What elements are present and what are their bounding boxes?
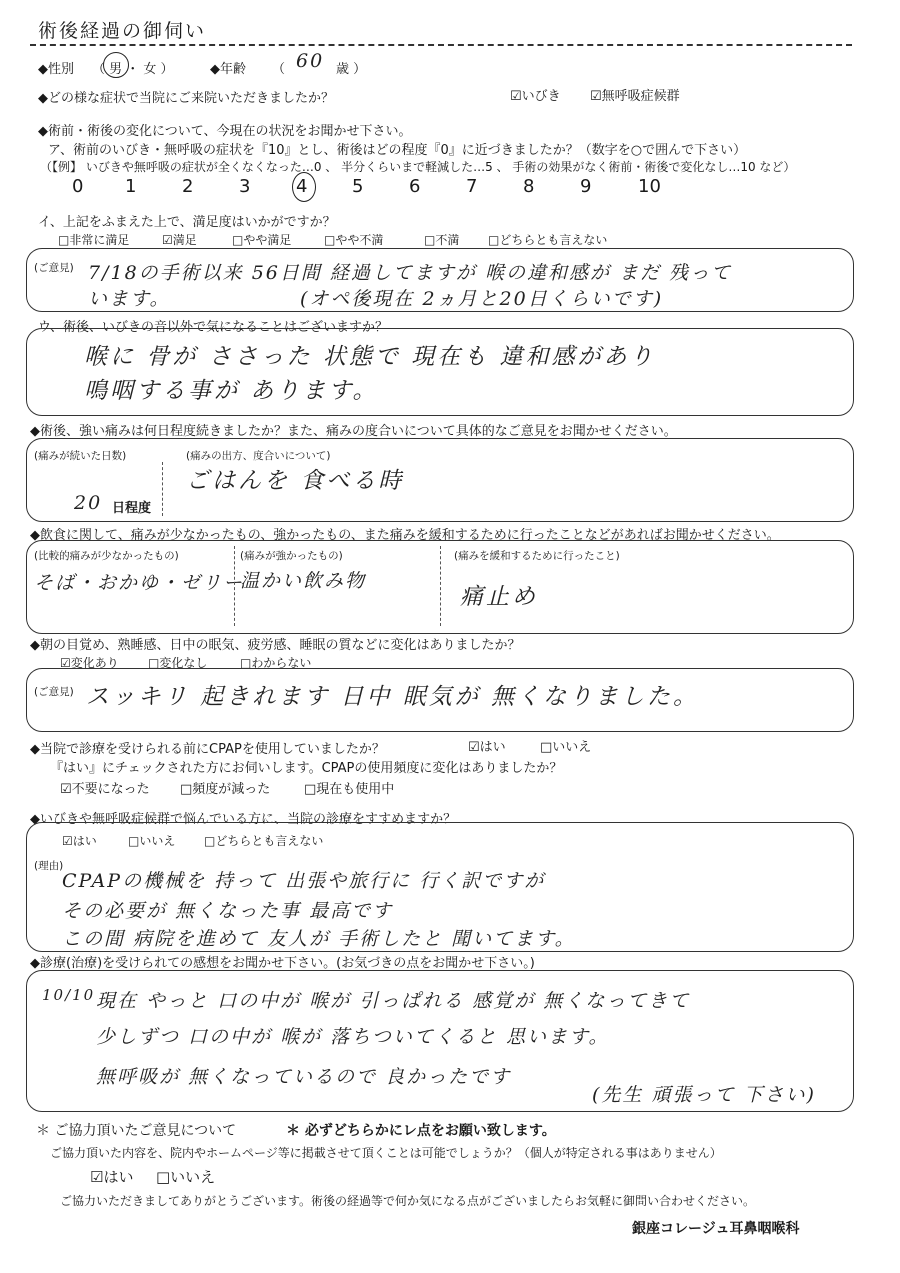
- recommend-reason-line1: CPAPの機械を 持って 出張や旅行に 行く訳ですが: [62, 870, 546, 892]
- scale-number[interactable]: 7: [466, 176, 478, 197]
- food-col3-value: 痛止め: [460, 584, 538, 610]
- scale-number[interactable]: 0: [72, 176, 84, 197]
- sat-option-somewhat-satisfied[interactable]: □やや満足: [232, 233, 292, 247]
- age-value: 60: [296, 50, 325, 72]
- clinic-name: 銀座コレージュ耳鼻咽喉科: [632, 1221, 800, 1237]
- scale-number[interactable]: 10: [638, 176, 661, 197]
- satisfaction-opinion-label: (ご意見): [34, 262, 74, 274]
- impression-line1: 現在 やっと 口の中が 喉が 引っぱれる 感覚が 無くなってきて: [96, 990, 691, 1012]
- recommend-reason-label: (理由): [34, 860, 64, 872]
- food-col3-label: (痛みを緩和するために行ったこと): [454, 550, 620, 562]
- gender-selected-circle: [103, 52, 129, 78]
- impression-line3: 無呼吸が 無くなっているので 良かったです: [96, 1066, 512, 1088]
- food-divider-2: [440, 546, 441, 626]
- scale-selected-circle: [292, 172, 316, 202]
- cpap-option-unnecessary[interactable]: ☑不要になった: [60, 782, 150, 797]
- other-line2: 鳴咽する事が あります。: [84, 378, 379, 404]
- sat-option-very-satisfied[interactable]: □非常に満足: [58, 233, 130, 247]
- satisfaction-opinion-line2: います。: [88, 288, 171, 310]
- scale-number[interactable]: 8: [523, 176, 535, 197]
- sat-option-unsatisfied[interactable]: □不満: [424, 233, 460, 247]
- scale-number[interactable]: 6: [409, 176, 421, 197]
- gender-label: ◆性別: [38, 62, 74, 77]
- gender-options: （ 男 ・ 女 ）: [92, 62, 174, 77]
- food-col2-value: 温かい飲み物: [240, 570, 367, 592]
- symptom-apnea-check[interactable]: ☑無呼吸症候群: [590, 89, 680, 104]
- footer-thanks: ご協力いただきましてありがとうございます。術後の経過等で何か気になる点がございましたらお気軽に御問い合わせください。: [60, 1194, 756, 1208]
- age-open: （: [272, 62, 286, 77]
- footer-consent-yes[interactable]: ☑はい: [90, 1168, 134, 1186]
- footer-consent-question: ご協力頂いた内容を、院内やホームページ等に掲載させて頂くことは可能でしょうか？（個人が特定される事はありません）: [50, 1146, 722, 1160]
- pain-detail-label: (痛みの出方、度合いについて): [186, 450, 331, 462]
- pain-question: ◆術後、強い痛みは何日程度続きましたか？また、痛みの度合いについて具体的なご意見をお聞かせください。: [30, 424, 677, 439]
- sleep-option-changed[interactable]: ☑変化あり: [60, 656, 119, 670]
- recommend-option-no[interactable]: □いいえ: [128, 834, 176, 848]
- cpap-no-check[interactable]: □いいえ: [540, 740, 592, 755]
- other-line1: 喉に 骨が ささった 状態で 現在も 違和感があり: [84, 344, 656, 370]
- sleep-option-no-change[interactable]: □変化なし: [148, 656, 208, 670]
- age-label: ◆年齢: [210, 62, 246, 77]
- cpap-question: ◆当院で診療を受けられる前にCPAPを使用していましたか？: [30, 742, 385, 757]
- cpap-option-still-using[interactable]: □現在も使用中: [304, 782, 395, 797]
- scale-number[interactable]: 3: [239, 176, 251, 197]
- cpap-followup: 『はい』にチェックされた方にお伺いします。CPAPの使用頻度に変化はありましたか？: [50, 761, 563, 776]
- page-title: 術後経過の御伺い: [38, 20, 207, 42]
- impression-line4: (先生 頑張って 下さい): [592, 1084, 816, 1106]
- food-col2-label: (痛みが強かったもの): [240, 550, 343, 562]
- change-example: （【例】 いびきや無呼吸の症状が全くなくなった…0 、 半分くらいまで軽減した…5 、 手術の効果がなく術前・術後で変化なし…10 など）: [40, 160, 796, 174]
- cpap-yes-check[interactable]: ☑はい: [468, 740, 506, 755]
- satisfaction-opinion-line1: 7/18の手術以来 56日間 経過してますが 喉の違和感が まだ 残って: [88, 262, 733, 284]
- footer-note-opinions: ＊ ご協力頂いたご意見について: [36, 1123, 237, 1139]
- title-divider: [30, 44, 852, 46]
- footer-consent-no[interactable]: □いいえ: [156, 1168, 216, 1186]
- scale-number[interactable]: 9: [580, 176, 592, 197]
- satisfaction-opinion-line3: (オペ後現在 2ヵ月と20日くらいです): [300, 288, 664, 310]
- food-divider-1: [234, 546, 235, 626]
- scale-number[interactable]: 5: [352, 176, 364, 197]
- scale-number[interactable]: 1: [125, 176, 137, 197]
- change-heading: ◆術前・術後の変化について、今現在の状況をお聞かせ下さい。: [38, 124, 412, 139]
- food-col1-label: (比較的痛みが少なかったもの): [34, 550, 179, 562]
- impression-date: 10/10: [42, 986, 96, 1004]
- food-question: ◆飲食に関して、痛みが少なかったもの、強かったもの、また痛みを緩和するために行ったことなどがあればお聞かせください。: [30, 528, 780, 543]
- age-unit: 歳 ）: [336, 62, 367, 77]
- sat-option-somewhat-unsatisfied[interactable]: □やや不満: [324, 233, 384, 247]
- sleep-question: ◆朝の目覚め、熟睡感、日中の眠気、疲労感、睡眠の質などに変化はありましたか？: [30, 638, 521, 653]
- symptom-snoring-check[interactable]: ☑いびき: [510, 89, 561, 104]
- pain-days-unit: 日程度: [112, 501, 152, 516]
- pain-days-value: 20: [74, 492, 103, 514]
- recommend-option-yes[interactable]: ☑はい: [62, 834, 97, 848]
- sat-option-satisfied[interactable]: ☑満足: [162, 233, 197, 247]
- recommend-reason-line3: この間 病院を進めて 友人が 手術したと 聞いてます。: [62, 928, 576, 950]
- sleep-opinion-label: (ご意見): [34, 686, 74, 698]
- pain-days-label: (痛みが続いた日数): [34, 450, 127, 462]
- sleep-opinion-value: スッキリ 起きれます 日中 眠気が 無くなりました。: [86, 684, 700, 710]
- footer-note-checkmark: ＊ 必ずどちらかにレ点をお願い致します。: [286, 1123, 556, 1139]
- satisfaction-question: イ、上記をふまえた上で、満足度はいかがですか？: [38, 215, 336, 230]
- recommend-question: ◆いびきや無呼吸症候群で悩んでいる方に、当院の診療をすすめますか？: [30, 812, 457, 827]
- recommend-reason-line2: その必要が 無くなった事 最高です: [62, 900, 394, 922]
- impression-line2: 少しずつ 口の中が 喉が 落ちついてくると 思います。: [96, 1026, 610, 1048]
- scale-number[interactable]: 4: [296, 176, 308, 197]
- change-sub-question: ア、術前のいびき・無呼吸の症状を『10』とし、術後はどの程度『0』に近づきましたか？（数字を○で囲んで下さい）: [48, 143, 747, 158]
- cpap-option-reduced[interactable]: □頻度が減った: [180, 782, 271, 797]
- symptom-question: ◆どの様な症状で当院にご来院いただきましたか？: [38, 91, 334, 106]
- sleep-option-unknown[interactable]: □わからない: [240, 656, 312, 670]
- sat-option-neither[interactable]: □どちらとも言えない: [488, 233, 608, 247]
- recommend-option-neither[interactable]: □どちらとも言えない: [204, 834, 324, 848]
- impression-question: ◆診療(治療)を受けられての感想をお聞かせ下さい。(お気づきの点をお聞かせ下さい。): [30, 956, 535, 971]
- pain-divider: [162, 462, 163, 516]
- other-question: ウ、術後、いびきの音以外で気になることはございますか？: [38, 320, 388, 335]
- scale-number[interactable]: 2: [182, 176, 194, 197]
- pain-detail-value: ごはんを 食べる時: [186, 468, 405, 494]
- food-col1-value: そば・おかゆ・ゼリー: [34, 572, 245, 594]
